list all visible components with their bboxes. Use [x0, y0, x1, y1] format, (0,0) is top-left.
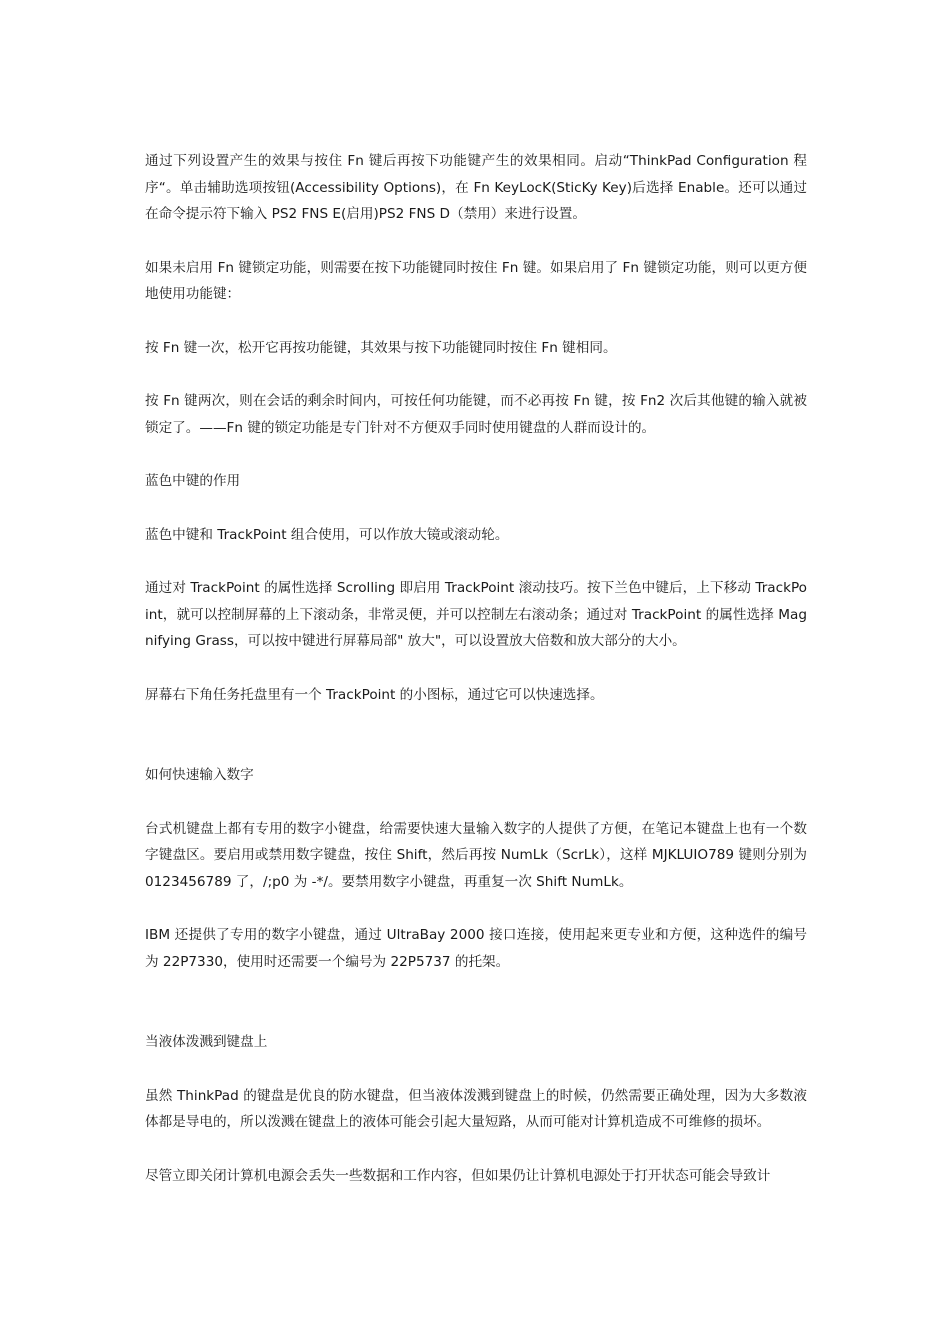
paragraph-power-off: 尽管立即关闭计算机电源会丢失一些数据和工作内容，但如果仍让计算机电源处于打开状态可能会导致计 [145, 1167, 771, 1184]
paragraph-trackpoint-tray: 屏幕右下角任务托盘里有一个 TrackPoint 的小图标，通过它可以快速选择。 [145, 686, 604, 703]
document-page [145, 148, 807, 1189]
paragraph-numeric-keypad: 台式机键盘上都有专用的数字小键盘，给需要快速大量输入数字的人提供了方便，在笔记本键盘上也有一个数字键盘区。要启用或禁用数字键盘，按住 Shift，然后再按 NumLk（ScrLk），这样 MJKLUIO789 键则分别为 0123456789 了，/;p0 为 -*/。要禁用数字小键盘，再重复一次 Shift NumLk。 [145, 820, 807, 890]
paragraph-fn-lock-intro: 如果未启用 Fn 键锁定功能，则需要在按下功能键同时按住 Fn 键。如果启用了 Fn 键锁定功能，则可以更方便地使用功能键： [145, 259, 807, 302]
paragraph-fn-twice: 按 Fn 键两次，则在会话的剩余时间内，可按任何功能键，而不必再按 Fn 键，按 Fn2 次后其他键的输入就被锁定了。——Fn 键的锁定功能是专门针对不方便双手同时使用键盘的人群而设计的。 [145, 393, 807, 436]
paragraph-fn-config: 通过下列设置产生的效果与按住 Fn 键后再按下功能键产生的效果相同。启动“ThinkPad Configuration 程序“。单击辅助选项按钮(Accessibility Options)，在 Fn KeyLocK(SticKy Key)后选择 Enable。还可以通过在命令提示符下输入 PS2 FNS E(启用)PS2 FNS D（禁用）来进行设置。 [145, 153, 807, 222]
paragraph-trackpoint-combo: 蓝色中键和 TrackPoint 组合使用，可以作放大镜或滚动轮。 [145, 526, 509, 543]
section-heading-numeric-input: 如何快速输入数字 [145, 767, 254, 783]
paragraph-waterproof-keyboard: 虽然 ThinkPad 的键盘是优良的防水键盘，但当液体泼溅到键盘上的时候，仍然需要正确处理，因为大多数液体都是导电的，所以泼溅在键盘上的液体可能会引起大量短路，从而可能对计算机造成不可维修的损坏。 [145, 1087, 807, 1130]
paragraph-fn-once: 按 Fn 键一次，松开它再按功能键，其效果与按下功能键同时按住 Fn 键相同。 [145, 339, 617, 356]
section-heading-blue-button: 蓝色中键的作用 [145, 473, 241, 489]
paragraph-ibm-keypad: IBM 还提供了专用的数字小键盘，通过 UltraBay 2000 接口连接，使用起来更专业和方便，这种选件的编号为 22P7330，使用时还需要一个编号为 22P5737 的托架。 [145, 927, 807, 970]
paragraph-trackpoint-scrolling: 通过对 TrackPoint 的属性选择 Scrolling 即启用 TrackPoint 滚动技巧。按下兰色中键后，上下移动 TrackPoint，就可以控制屏幕的上下滚动条，非常灵便，并可以控制左右滚动条；通过对 TrackPoint 的属性选择 Magnifying Grass，可以按中键进行屏幕局部" 放大"，可以设置放大倍数和放大部分的大小。 [145, 580, 807, 649]
section-heading-liquid-spill: 当液体泼溅到键盘上 [145, 1034, 268, 1050]
